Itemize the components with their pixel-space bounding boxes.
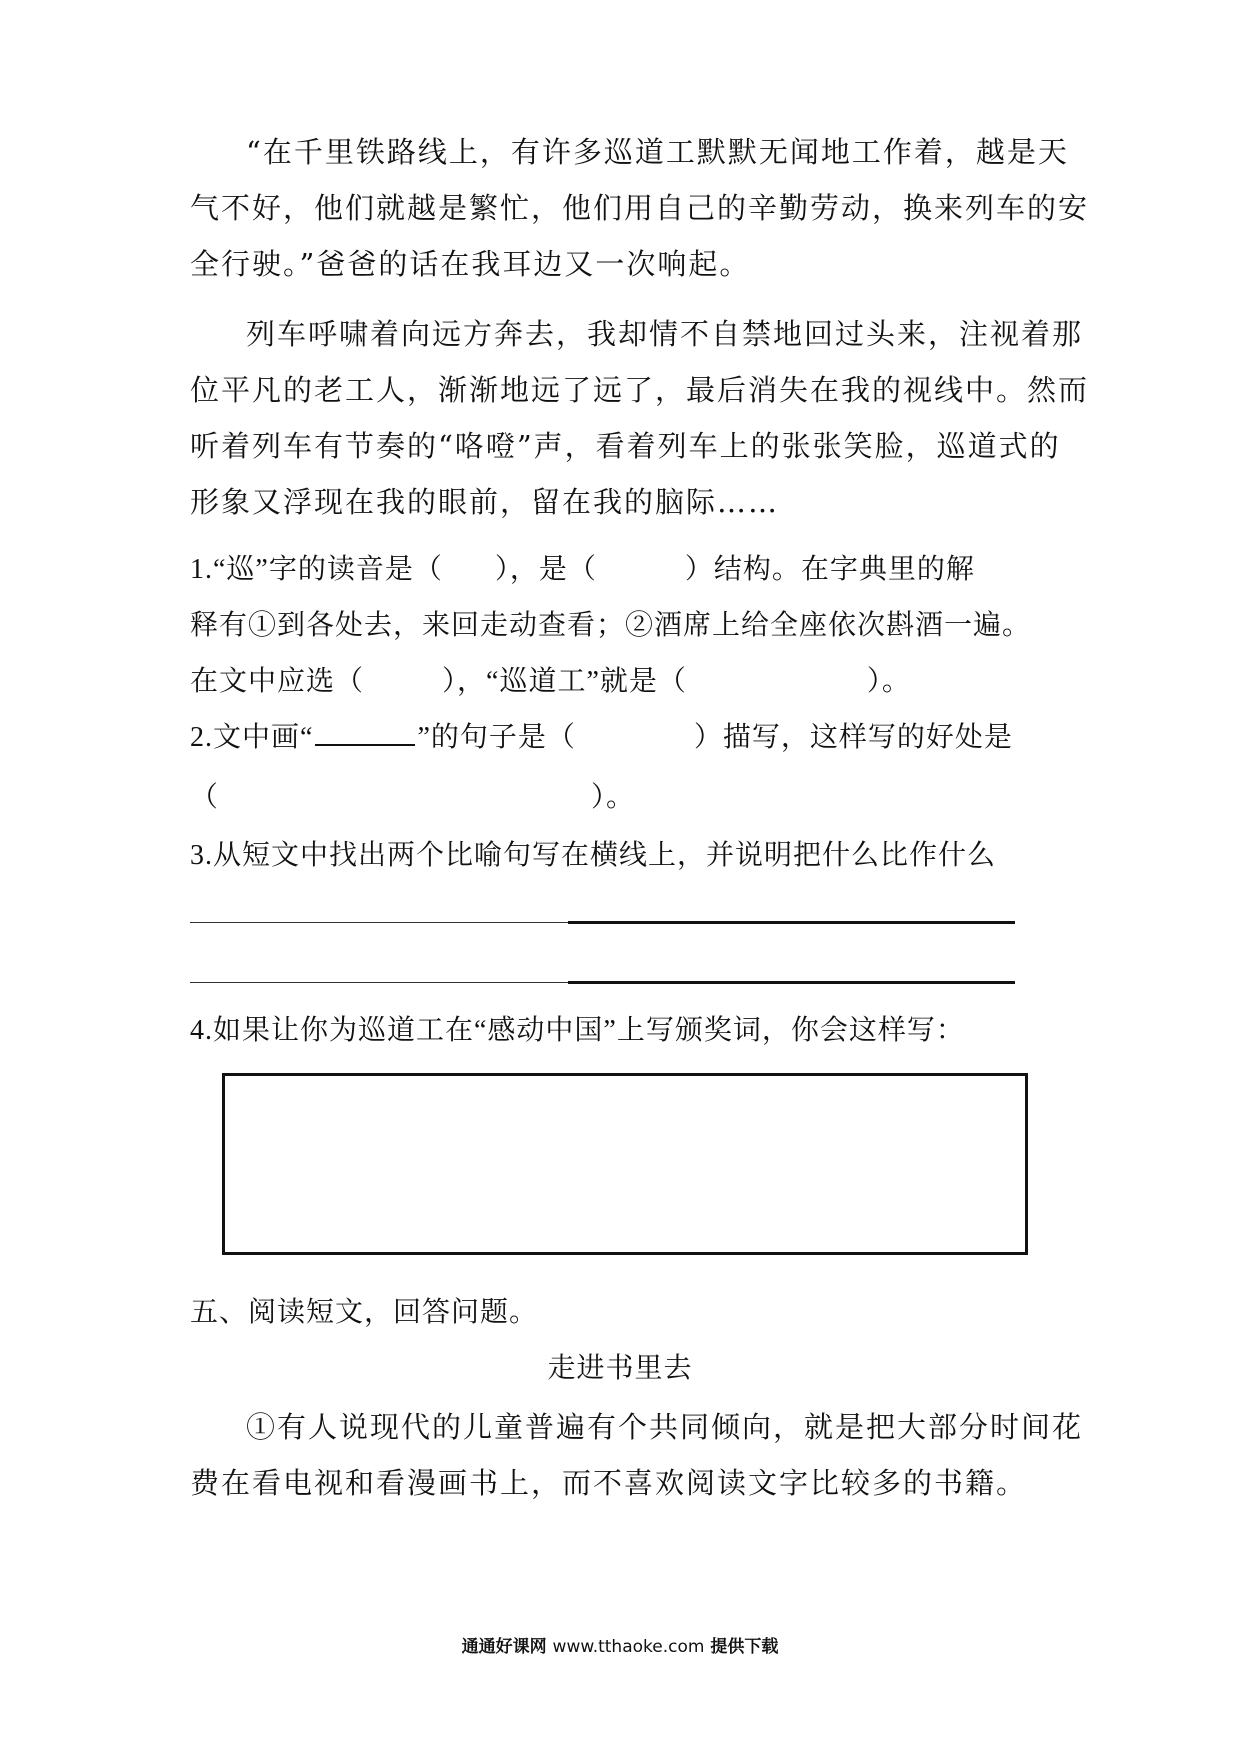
paragraph-line: “在千里铁路线上，有许多巡道工默默无闻地工作着，越是天 (246, 135, 1069, 169)
passage-paragraph-1 (190, 1399, 1084, 1511)
story-paragraph-2 (190, 306, 1090, 530)
paragraph-line: 听着列车有节奏的“咯噔”声，看着列车上的张张笑脸，巡道式的 (190, 429, 1061, 463)
paragraph-line: 形象又浮现在我的眼前，留在我的脑际…… (190, 485, 780, 519)
paragraph-line: 全行驶。”爸爸的话在我耳边又一次响起。 (190, 247, 751, 281)
paragraph-line: 气不好，他们就越是繁忙，他们用自己的辛勤劳动，换来列车的安 (190, 191, 1090, 225)
passage-title: 走进书里去 (547, 1353, 693, 1384)
question-2-line-2: （ ）。 (190, 782, 636, 813)
question-3: 3.从短文中找出两个比喻句写在横线上，并说明把什么比作什么 (190, 840, 997, 871)
footer-brand: 通通好课网 (461, 1637, 547, 1657)
footer-url[interactable]: www.tthaoke.com (552, 1637, 705, 1657)
question-1-line-3: 在文中应选（ ），“巡道工”就是（ ）。 (190, 666, 911, 697)
question-4: 4.如果让你为巡道工在“感动中国”上写颁奖词，你会这样写： (190, 1015, 965, 1046)
question-2-line-1: 2.文中画“ ”的句子是（ ）描写，这样写的好处是 (190, 722, 1013, 753)
question-1-line-1: 1.“巡”字的读音是（ ），是（ ）结构。在字典里的解 (190, 554, 975, 585)
answer-box[interactable] (222, 1073, 1028, 1255)
story-paragraph-1 (190, 124, 1090, 292)
footer-credit (0, 1632, 1240, 1657)
paragraph-line: 位平凡的老工人，渐渐地远了远了，最后消失在我的视线中。然而 (190, 373, 1090, 407)
underline-marker (315, 722, 415, 746)
paragraph-line: 列车呼啸着向远方奔去，我却情不自禁地回过头来，注视着那 (246, 317, 1084, 351)
paragraph-line: 费在看电视和看漫画书上，而不喜欢阅读文字比较多的书籍。 (190, 1466, 1028, 1500)
footer-suffix: 提供下载 (710, 1637, 779, 1657)
section-5-heading: 五、阅读短文，回答问题。 (190, 1297, 539, 1328)
question-1-line-2: 释有①到各处去，来回走动查看；②酒席上给全座依次斟酒一遍。 (190, 610, 1032, 641)
paragraph-line: ①有人说现代的儿童普遍有个共同倾向，就是把大部分时间花 (246, 1410, 1084, 1444)
